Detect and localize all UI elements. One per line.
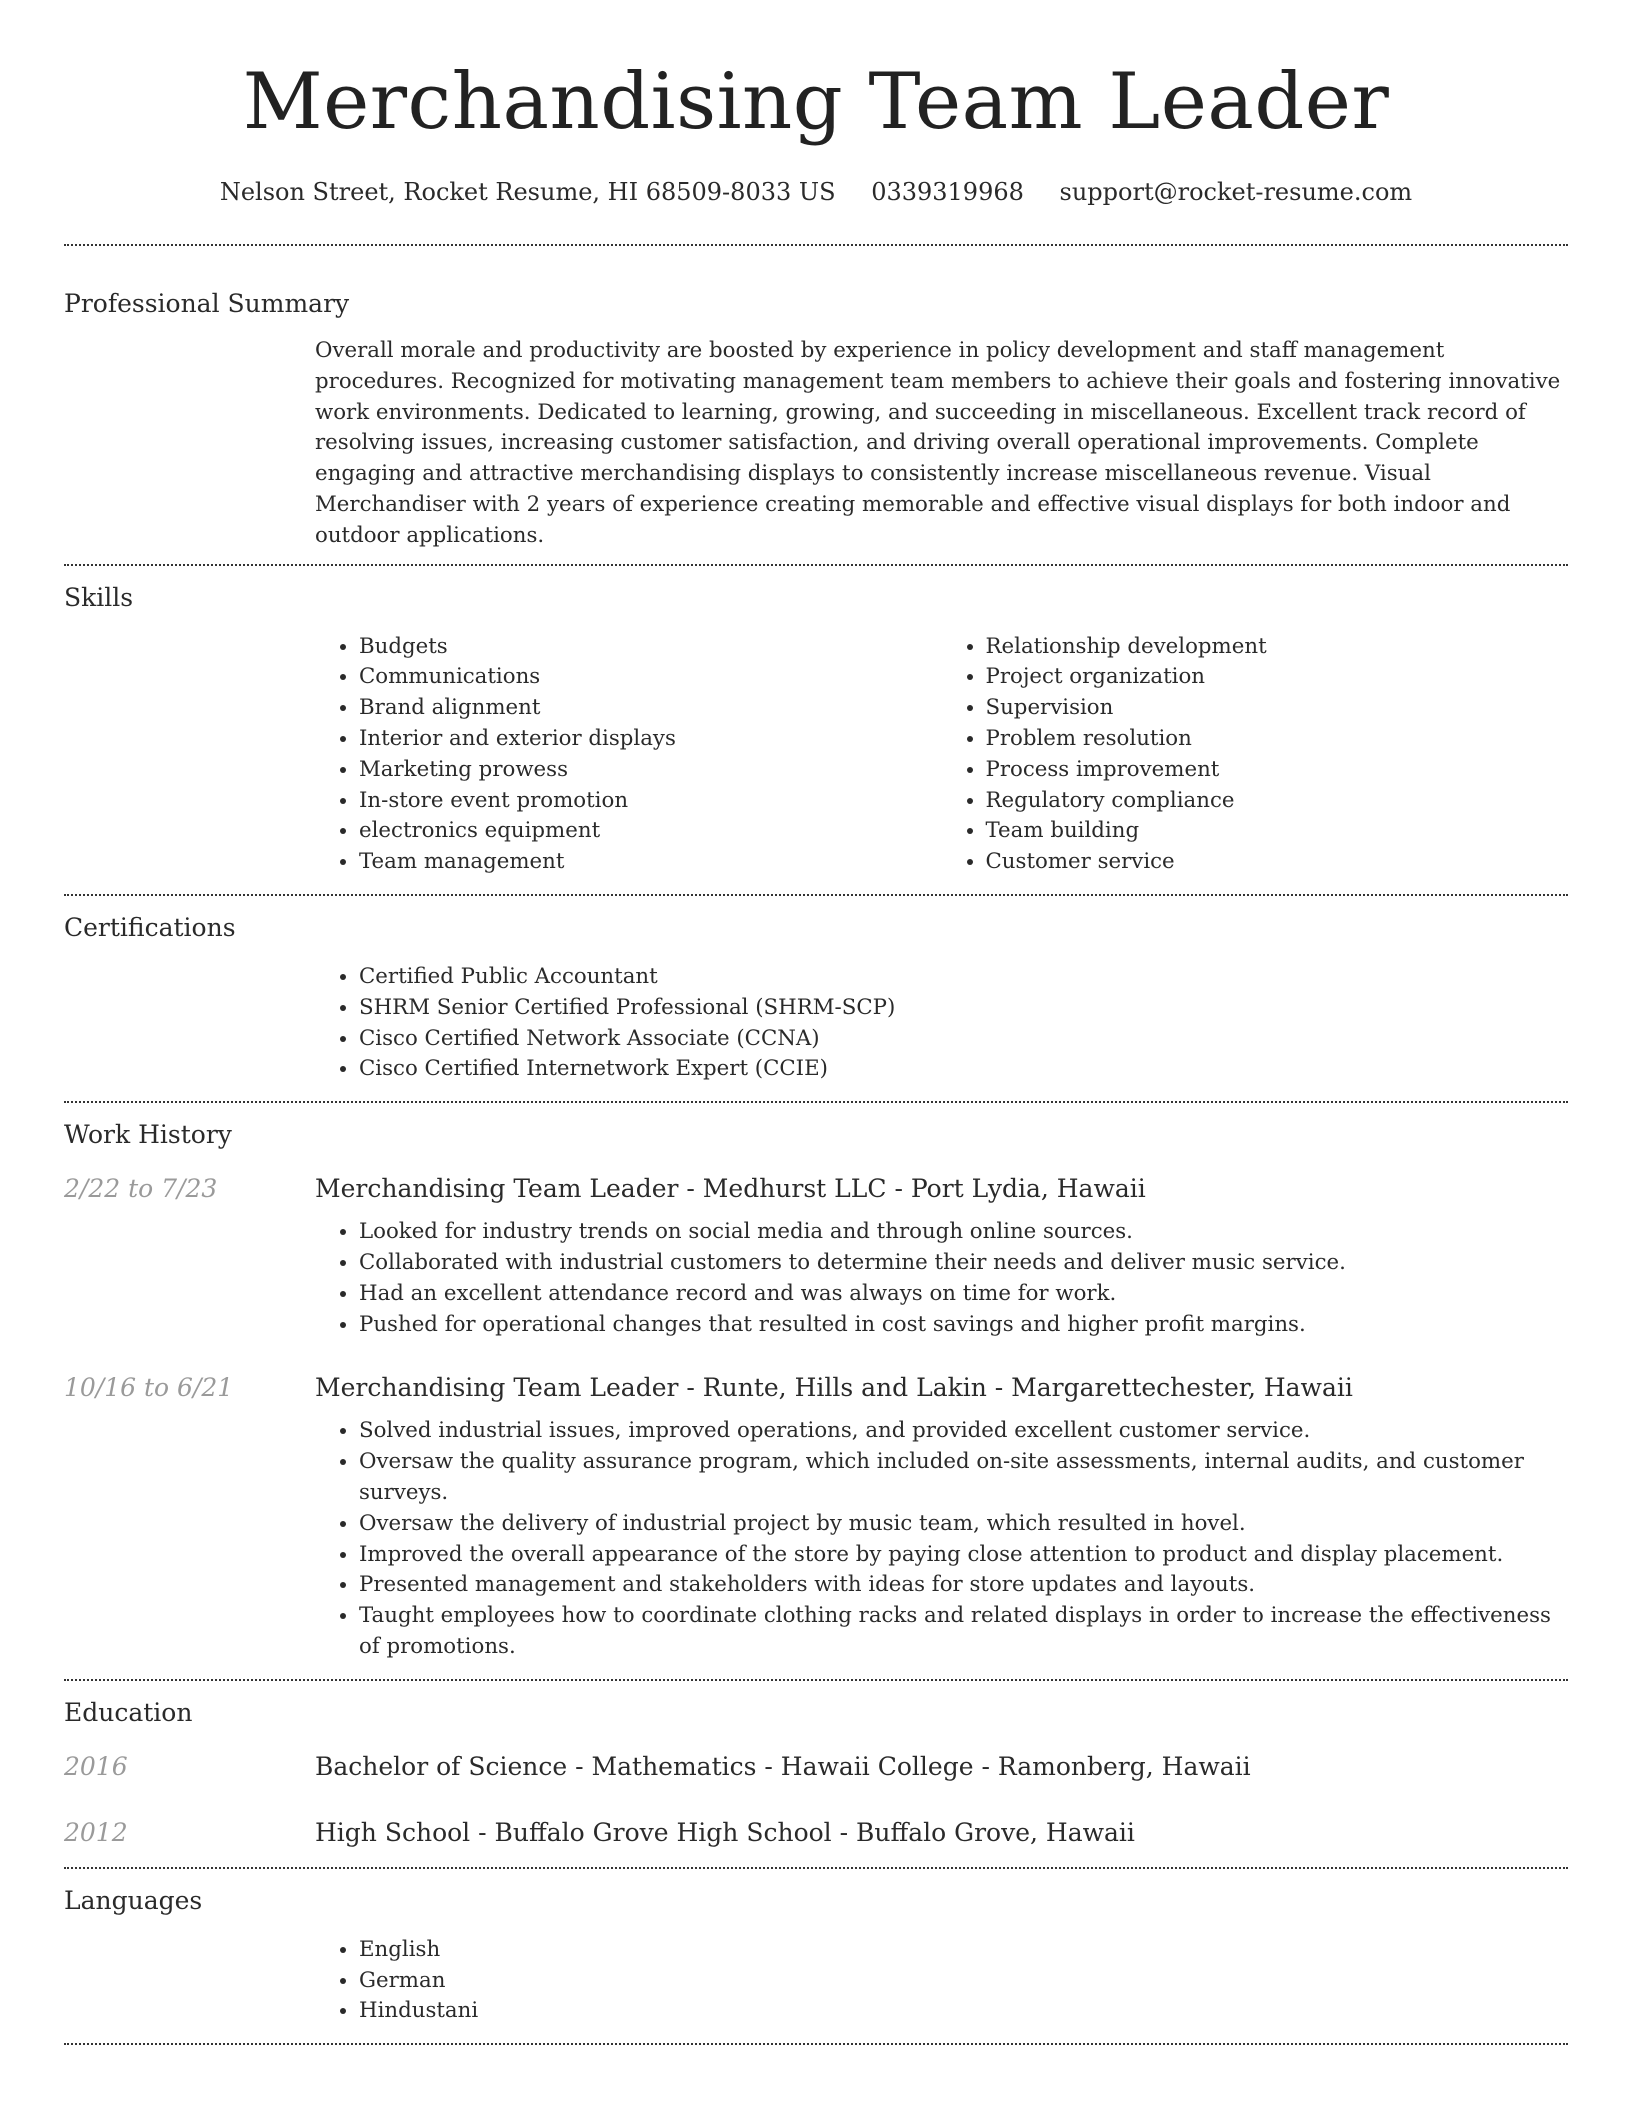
languages-section <box>64 1869 1568 2043</box>
skills-section <box>64 566 1568 894</box>
job-header <box>64 1368 1568 1408</box>
job-bullet: • Had an excellent attendance record and was always on time for work. <box>359 1279 1568 1310</box>
job-header <box>64 1169 1568 1209</box>
certifications-section <box>64 896 1568 1101</box>
languages-title: Languages <box>64 1885 203 1915</box>
skill-item: • Problem resolution <box>986 724 1569 755</box>
job-bullets <box>315 1416 1568 1662</box>
skill-item: • Team building <box>986 816 1569 847</box>
language-item: • Hindustani <box>359 1996 1568 2027</box>
job-dates: 2/22 to 7/23 <box>64 1174 218 1204</box>
languages-list <box>315 1935 1568 2027</box>
summary-title: Professional Summary <box>64 289 350 318</box>
job-bullet: • Presented management and stakeholders with ideas for store updates and layouts. <box>359 1570 1568 1601</box>
education-section <box>64 1681 1568 1867</box>
job-bullet: • Oversaw the quality assurance program, which included on-site assessments, internal audits, and customer surveys. <box>359 1447 1568 1509</box>
skill-item: • electronics equipment <box>359 816 942 847</box>
job-bullet-list <box>315 1217 1568 1340</box>
certification-item: • Cisco Certified Network Associate (CCNA) <box>359 1024 1568 1055</box>
work-history-title: Work History <box>64 1120 232 1150</box>
job-heading: Merchandising Team Leader - Runte, Hills and Lakin - Margarettechester, Hawaii <box>315 1373 1353 1403</box>
job-heading: Merchandising Team Leader - Medhurst LLC - Port Lydia, Hawaii <box>315 1174 1146 1204</box>
skill-item: • Communications <box>359 662 942 693</box>
contact-address: Nelson Street, Rocket Resume, HI 68509-8033 US <box>219 178 836 206</box>
job-dates: 10/16 to 6/21 <box>64 1373 234 1403</box>
education-title: Education <box>64 1697 193 1727</box>
skills-list-right <box>942 632 1569 878</box>
job-bullet: • Pushed for operational changes that resulted in cost savings and higher profit margins. <box>359 1310 1568 1341</box>
work-history-section <box>64 1103 1568 1679</box>
skill-item: • Interior and exterior displays <box>359 724 942 755</box>
job-entry <box>64 1368 1568 1678</box>
contact-phone: 0339319968 <box>871 178 1024 206</box>
skills-columns <box>315 632 1568 894</box>
skill-item: • Supervision <box>986 693 1569 724</box>
certifications-list <box>315 962 1568 1085</box>
skill-item: • Brand alignment <box>359 693 942 724</box>
skill-item: • Process improvement <box>986 755 1569 786</box>
job-entry <box>64 1169 1568 1368</box>
education-entry <box>64 1813 1568 1867</box>
certification-item: • SHRM Senior Certified Professional (SHRM-SCP) <box>359 993 1568 1024</box>
resume-name: Merchandising Team Leader <box>242 57 1390 147</box>
language-item: • English <box>359 1935 1568 1966</box>
education-entry <box>64 1747 1568 1813</box>
skill-item: • In-store event promotion <box>359 786 942 817</box>
skill-item: • Customer service <box>986 847 1569 878</box>
skill-item: • Marketing prowess <box>359 755 942 786</box>
skill-item: • Relationship development <box>986 632 1569 663</box>
skill-item: • Budgets <box>359 632 942 663</box>
skills-list-left <box>315 632 942 878</box>
certifications-title: Certifications <box>64 912 236 942</box>
languages-body <box>315 1935 1568 2043</box>
job-bullet: • Oversaw the delivery of industrial project by music team, which resulted in hovel. <box>359 1509 1568 1540</box>
education-year: 2012 <box>64 1817 128 1847</box>
summary-section <box>64 246 1568 564</box>
education-year: 2016 <box>64 1751 128 1781</box>
summary-text: Overall morale and productivity are boosted by experience in policy development and staff management procedures. Recognized for motivating management team members to achieve their goals and fostering innovative work environments. Dedicated to learning, growing, and succeeding in miscellaneous. Excellent track record of resolving issues, increasing customer satisfaction, and driving overall operational improvements. Complete engaging and attractive merchandising displays to consistently increase miscellaneous revenue. Visual Merchandiser with 2 years of experience creating memorable and effective visual displays for both indoor and outdoor applications. <box>315 338 1561 548</box>
job-bullets <box>315 1217 1568 1340</box>
divider <box>64 2043 1568 2045</box>
skills-title: Skills <box>64 582 134 612</box>
certification-item: • Certified Public Accountant <box>359 962 1568 993</box>
job-bullet: • Solved industrial issues, improved operations, and provided excellent customer service. <box>359 1416 1568 1447</box>
job-bullet: • Taught employees how to coordinate clothing racks and related displays in order to increase the effectiveness of promotions. <box>359 1601 1568 1663</box>
skill-item: • Team management <box>359 847 942 878</box>
contact-email: support@rocket-resume.com <box>1059 178 1413 206</box>
skill-item: • Regulatory compliance <box>986 786 1569 817</box>
job-bullet: • Collaborated with industrial customers to determine their needs and deliver music service. <box>359 1248 1568 1279</box>
contact-line <box>64 172 1568 212</box>
job-bullet-list <box>315 1416 1568 1662</box>
job-bullet: • Improved the overall appearance of the store by paying close attention to product and display placement. <box>359 1540 1568 1571</box>
education-heading: High School - Buffalo Grove High School - Buffalo Grove, Hawaii <box>315 1817 1135 1847</box>
certification-item: • Cisco Certified Internetwork Expert (CCIE) <box>359 1054 1568 1085</box>
language-item: • German <box>359 1966 1568 1997</box>
certifications-body <box>315 962 1568 1101</box>
skill-item: • Project organization <box>986 662 1569 693</box>
education-heading: Bachelor of Science - Mathematics - Hawaii College - Ramonberg, Hawaii <box>315 1751 1251 1781</box>
job-bullet: • Looked for industry trends on social media and through online sources. <box>359 1217 1568 1248</box>
